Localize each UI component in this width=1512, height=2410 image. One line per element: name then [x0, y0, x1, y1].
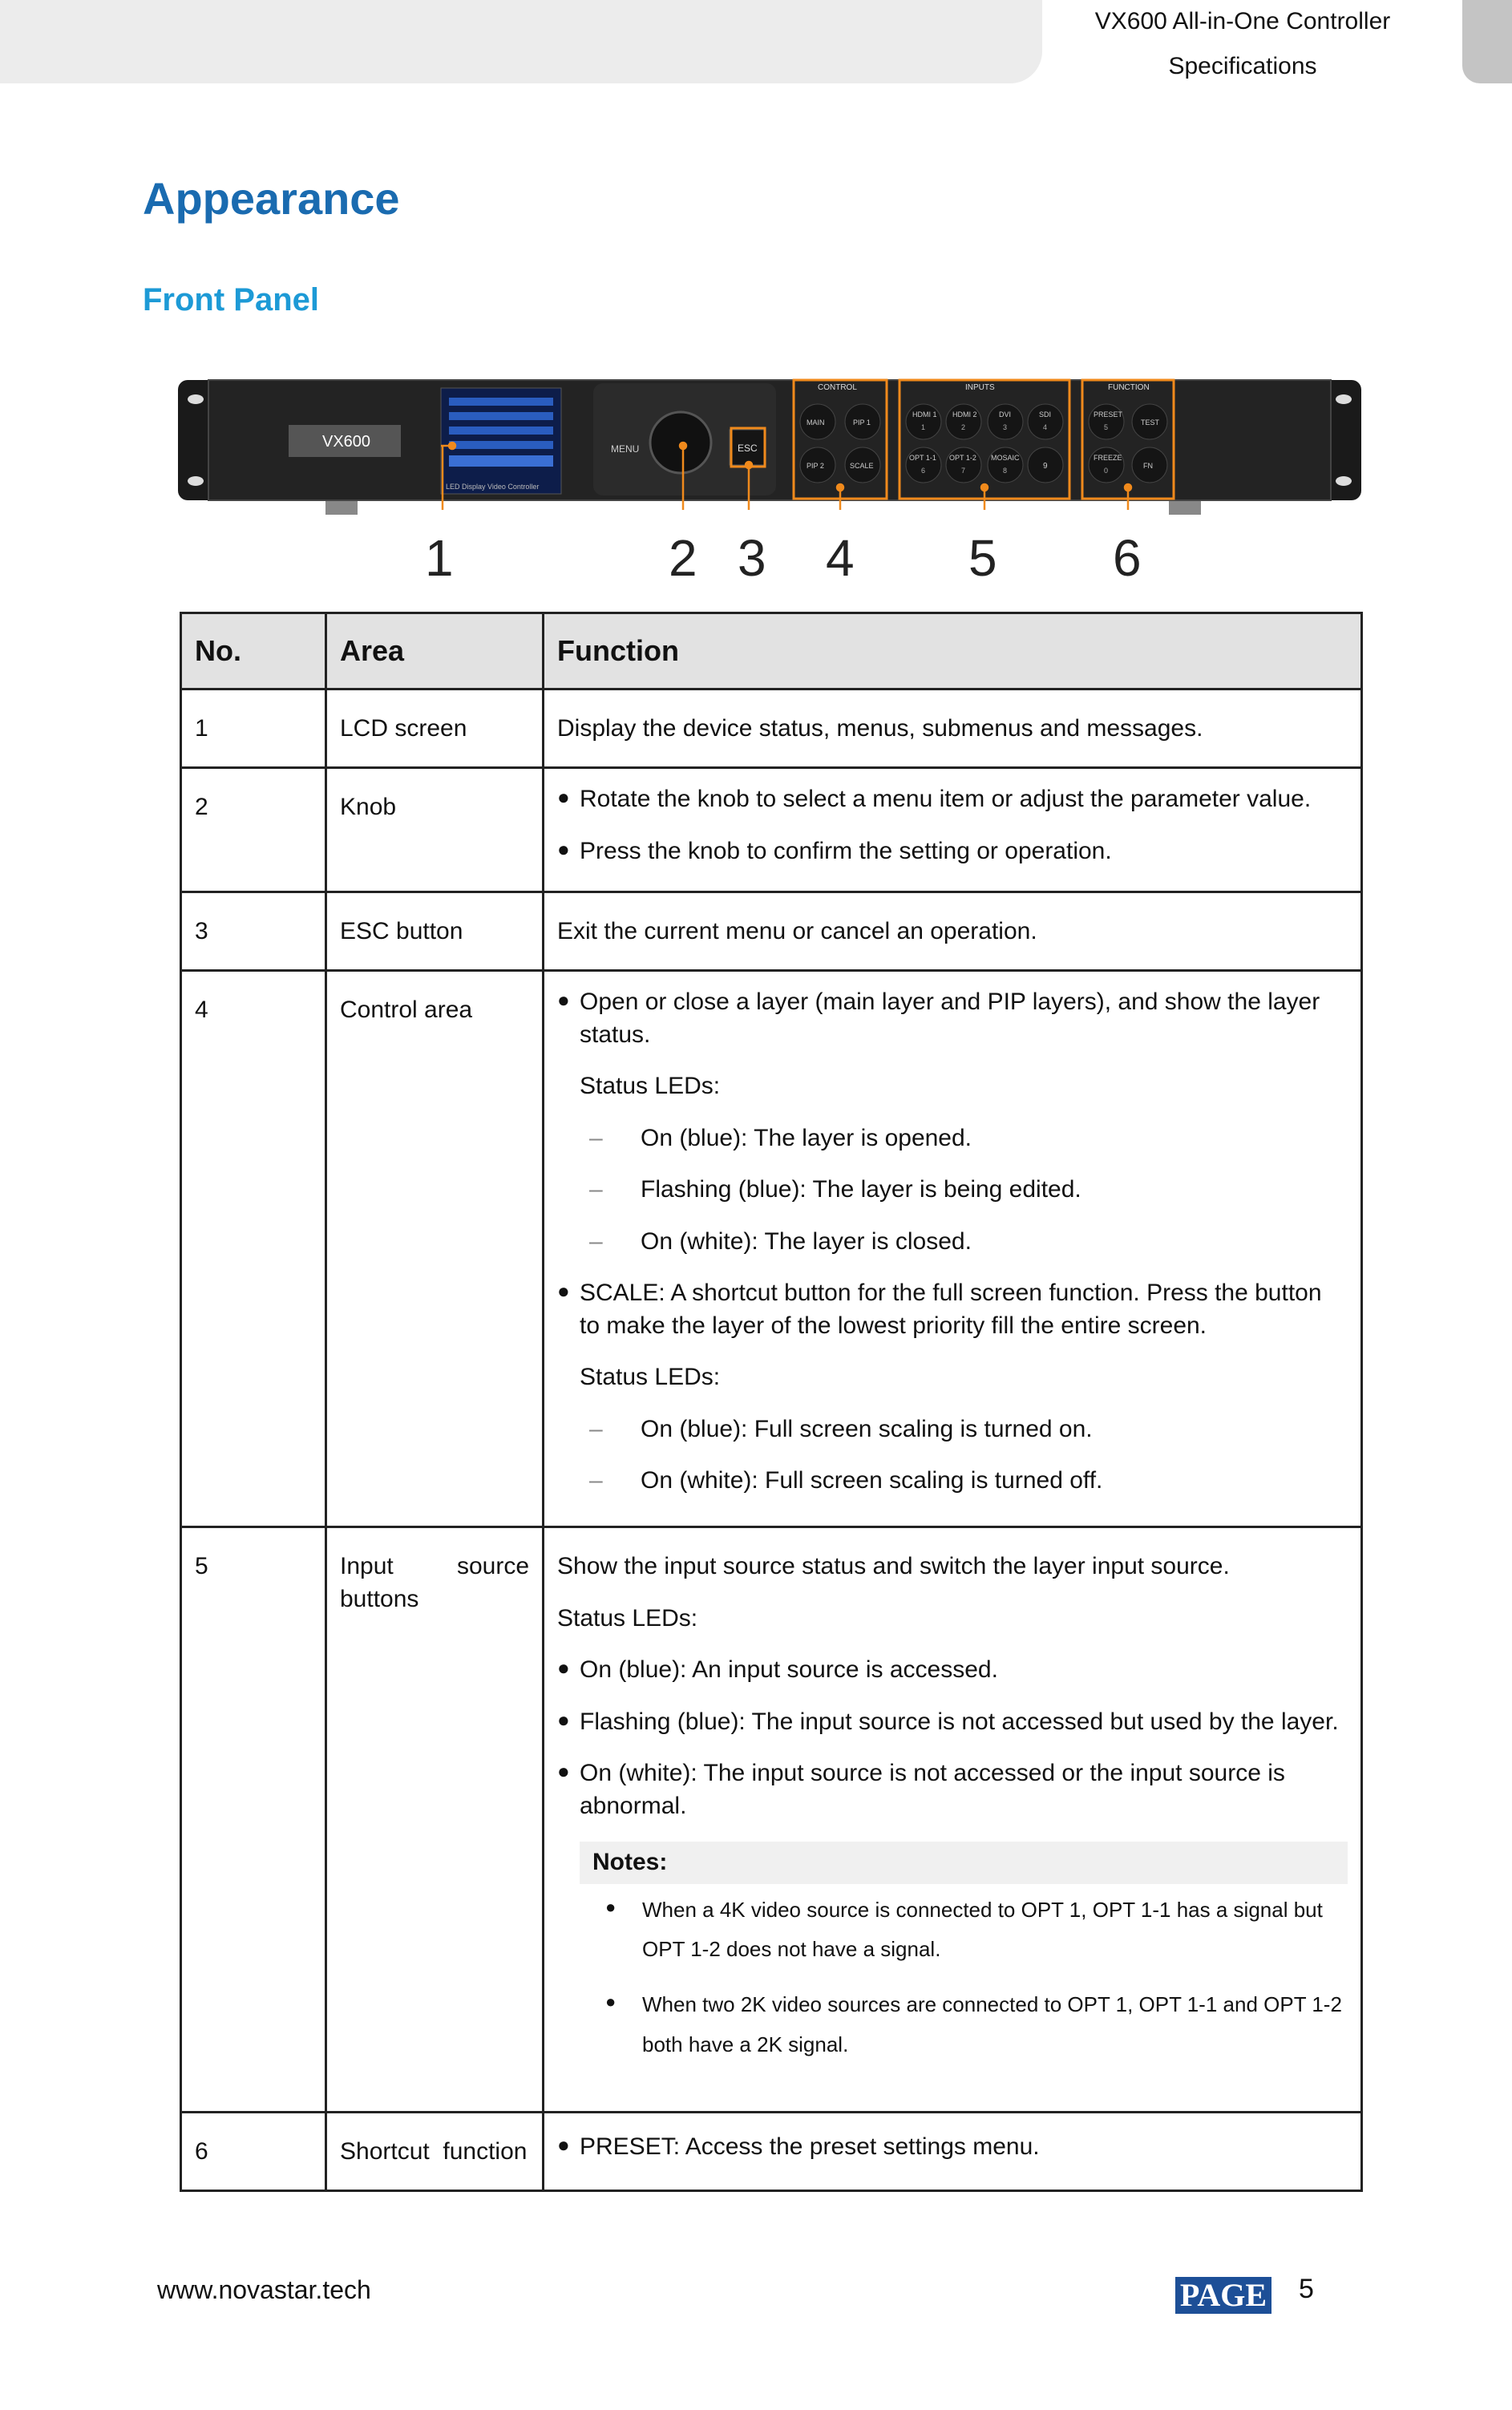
- mount-hole: [1336, 394, 1352, 404]
- note-item: ● When two 2K video sources are connected to OPT 1, OPT 1-1 and OPT 1-2 both have a 2K signal.: [605, 1991, 1342, 2056]
- button-dvi: DVI: [999, 410, 1012, 419]
- button-hdmi1: HDMI 1: [912, 410, 937, 419]
- button-preset: PRESET: [1094, 410, 1123, 419]
- cell-no: 2: [181, 768, 326, 892]
- key-number: 4: [1043, 423, 1048, 431]
- status-leds-label: Status LEDs:: [580, 1364, 721, 1390]
- note-item: ● When a 4K video source is connected to OPT 1, OPT 1-1 has a signal but OPT 1-2 does not have a signal.: [605, 1896, 1323, 1961]
- model-label: VX600: [322, 433, 371, 451]
- key-number: 7: [961, 467, 966, 475]
- callout-3: 3: [738, 529, 766, 587]
- cell-function: [544, 768, 1362, 892]
- cell-no: 4: [181, 971, 326, 1527]
- header-title: VX600 All-in-One Controller: [1094, 8, 1391, 34]
- mount-hole: [188, 476, 204, 486]
- menu-label: MENU: [611, 443, 640, 455]
- key-number: 8: [1003, 467, 1008, 475]
- mount-hole: [1336, 476, 1352, 486]
- bullet-item: ● Open or close a layer (main layer and PIP layers), and show the layer status.: [557, 988, 1320, 1048]
- page-logo: PAGE: [1175, 2277, 1271, 2314]
- key-number: 3: [1003, 423, 1008, 431]
- key-number: 6: [921, 467, 926, 475]
- cell-no: 5: [181, 1527, 326, 2113]
- table-row: [181, 689, 1362, 768]
- table-row: [181, 971, 1362, 1527]
- table-header-row: [181, 613, 1362, 689]
- button-sdi: SDI: [1039, 410, 1052, 419]
- sub-item: – On (blue): Full screen scaling is turned on.: [589, 1415, 1093, 1442]
- button-mosaic: MOSAIC: [991, 454, 1020, 462]
- cell-function: Exit the current menu or cancel an operation.: [544, 892, 1362, 971]
- header-band: [0, 0, 1042, 83]
- table-row: [181, 2113, 1362, 2191]
- bullet-item: ● Flashing (blue): The input source is not accessed but used by the layer.: [557, 1707, 1339, 1735]
- cell-area: Knob: [326, 768, 544, 892]
- cell-function: Show the input source status and switch the layer input source. Status LEDs: ● On (blue): An input source is accessed. ● Flashing (blue): The input source is not accessed but used by the layer. ● On (white): The input source is not accessed or the input source is abnormal. Notes: ● When a 4K video source is connected to OPT 1, OPT 1-1 has a signal but OPT 1-2 does not have a signal. ● When two 2K video sources are connected to OPT 1, OPT 1-1 and OPT 1-2 both have a 2K signal.: [544, 1527, 1362, 2113]
- sub-item: – Flashing (blue): The layer is being edited.: [589, 1176, 1081, 1203]
- front-panel-illustration: [176, 375, 1363, 590]
- table-row: [181, 1527, 1362, 2113]
- key-number: 0: [1104, 467, 1109, 475]
- cell-area: Input source buttons: [326, 1527, 544, 2113]
- callout-2: 2: [669, 529, 697, 587]
- button-freeze: FREEZE: [1094, 454, 1122, 462]
- bullet-item: ● PRESET: Access the preset settings menu.: [557, 2133, 1040, 2160]
- sub-item: – On (white): Full screen scaling is turned off.: [589, 1467, 1103, 1494]
- button-scale: SCALE: [850, 462, 874, 470]
- cell-no: 1: [181, 689, 326, 768]
- footer-url[interactable]: www.novastar.tech: [157, 2275, 371, 2304]
- col-header-function: Function: [544, 613, 1362, 689]
- subsection-heading: Front Panel: [143, 282, 320, 317]
- cell-function: Display the device status, menus, submenus and messages.: [544, 689, 1362, 768]
- button-main: MAIN: [807, 419, 825, 427]
- header-tab: [1462, 0, 1512, 83]
- cell-no: 6: [181, 2113, 326, 2191]
- bullet-item: ● On (blue): An input source is accessed.: [557, 1656, 998, 1683]
- cell-area: Control area: [326, 971, 544, 1527]
- table-row: [181, 892, 1362, 971]
- button-hdmi2: HDMI 2: [952, 410, 977, 419]
- button-opt12: OPT 1-2: [949, 454, 976, 462]
- button-fn: FN: [1143, 462, 1153, 470]
- key-number: 5: [1104, 423, 1109, 431]
- callout-1: 1: [425, 529, 454, 587]
- col-header-no: No.: [181, 613, 326, 689]
- function-table: [180, 612, 1363, 2192]
- callout-5: 5: [968, 529, 997, 587]
- callout-6: 6: [1113, 529, 1142, 587]
- key-number: 1: [921, 423, 926, 431]
- bullet-item: ● SCALE: A shortcut button for the full screen function. Press the button to make the layer of the lowest priority fill the entire screen.: [557, 1279, 1322, 1339]
- cell-function: [544, 971, 1362, 1527]
- button-test: TEST: [1141, 419, 1160, 427]
- button-pip2: PIP 2: [807, 462, 824, 470]
- bullet-item: ● Press the knob to confirm the setting or operation.: [557, 836, 1112, 864]
- status-leds-label: Status LEDs:: [580, 1073, 721, 1099]
- bullet-item: ● Rotate the knob to select a menu item or adjust the parameter value.: [557, 785, 1312, 812]
- mount-hole: [188, 394, 204, 404]
- inputs-group-label: INPUTS: [965, 383, 995, 392]
- notes-title: Notes:: [580, 1842, 1348, 1884]
- control-group-label: CONTROL: [818, 383, 857, 392]
- cell-function: [544, 2113, 1362, 2191]
- cell-area: ESC button: [326, 892, 544, 971]
- sub-item: – On (blue): The layer is opened.: [589, 1124, 972, 1151]
- button-9: 9: [1043, 462, 1048, 471]
- page-number: 5: [1299, 2274, 1314, 2304]
- col-header-area: Area: [326, 613, 544, 689]
- function-group-label: FUNCTION: [1108, 383, 1150, 392]
- header-subtitle: Specifications: [1168, 53, 1317, 79]
- esc-label: ESC: [738, 443, 758, 454]
- cell-area: Shortcut function: [326, 2113, 544, 2191]
- sub-item: – On (white): The layer is closed.: [589, 1227, 972, 1255]
- button-pip1: PIP 1: [853, 419, 871, 427]
- cell-area: LCD screen: [326, 689, 544, 768]
- cell-no: 3: [181, 892, 326, 971]
- bullet-item: ● On (white): The input source is not accessed or the input source is abnormal.: [557, 1759, 1285, 1819]
- button-opt11: OPT 1-1: [909, 454, 936, 462]
- callout-4: 4: [826, 529, 855, 587]
- lcd-caption: LED Display Video Controller: [446, 483, 540, 491]
- key-number: 2: [961, 423, 966, 431]
- table-row: [181, 768, 1362, 892]
- section-heading: Appearance: [143, 173, 400, 224]
